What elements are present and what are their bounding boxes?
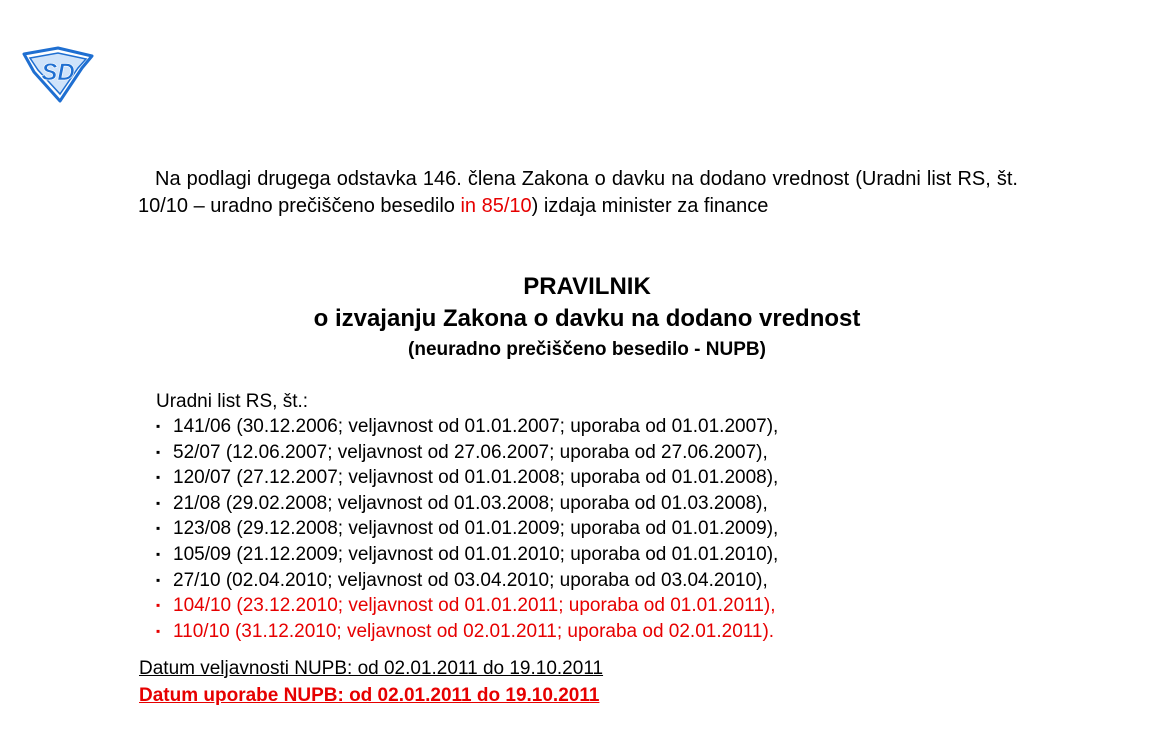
gazette-item-text: 110/10 (31.12.2010; veljavnost od 02.01.2011; uporaba od 02.01.2011). [173,620,775,642]
gazette-label: Uradni list RS, št.: [156,391,309,412]
gazette-item [156,542,778,568]
gazette-item [156,619,778,645]
bullet-icon: ▪ [156,419,161,433]
document-subtitle: o izvajanju Zakona o davku na dodano vrednost [313,305,861,332]
logo-text: SD [41,59,75,86]
gazette-item [156,465,778,491]
bullet-icon: ▪ [156,572,161,587]
bullet-icon: ▪ [156,444,161,459]
bullet-icon: ▪ [156,623,161,638]
gazette-item-text: 141/06 (30.12.2006; veljavnost od 01.01.2007; uporaba od 01.01.2007), [173,416,779,437]
bullet-icon: ▪ [156,470,161,485]
bullet-icon: ▪ [156,495,161,510]
gazette-item-text: 52/07 (12.06.2007; veljavnost od 27.06.2007; uporaba od 27.06.2007), [173,441,768,463]
bullet-icon: ▪ [156,598,161,613]
sd-logo-icon [20,46,96,104]
gazette-item-text: 21/08 (29.02.2008; veljavnost od 01.03.2008; uporaba od 01.03.2008), [173,492,768,514]
gazette-item [156,414,778,440]
gazette-item-text: 120/07 (27.12.2007; veljavnost od 01.01.2008; uporaba od 01.01.2008), [173,467,779,489]
document-note: (neuradno prečiščeno besedilo - NUPB) [408,339,766,360]
gazette-item [156,491,778,517]
validity-date: Datum veljavnosti NUPB: od 02.01.2011 do 19.10.2011 [139,658,604,679]
gazette-item-text: 123/08 (29.12.2008; veljavnost od 01.01.2009; uporaba od 01.01.2009), [173,518,779,540]
intro-paragraph [138,166,1018,220]
gazette-item-text: 105/09 (21.12.2009; veljavnost od 01.01.2010; uporaba od 01.01.2010), [173,543,779,565]
gazette-item-text: 104/10 (23.12.2010; veljavnost od 01.01.2011; uporaba od 01.01.2011), [173,595,776,617]
bullet-icon: ▪ [156,521,161,536]
gazette-item [156,440,778,466]
gazette-item [156,593,778,619]
gazette-item [156,516,778,542]
gazette-list [156,414,778,644]
document-title: PRAVILNIK [523,273,651,300]
application-date: Datum uporabe NUPB: od 02.01.2011 do 19.10.2011 [139,685,600,706]
intro-amendment-ref: in 85/10 [460,195,532,217]
bullet-icon: ▪ [156,546,161,561]
intro-text-end: ) izdaja minister za finance [531,195,769,217]
intro-text-start: Na podlagi drugega odstavka 146. člena Zakona o davku na dodano vrednost (Uradni list RS, št. 10/10 – uradno prečiščeno besedilo [138,168,1018,217]
gazette-item-text: 27/10 (02.04.2010; veljavnost od 03.04.2010; uporaba od 03.04.2010), [173,569,768,591]
gazette-item [156,568,778,594]
